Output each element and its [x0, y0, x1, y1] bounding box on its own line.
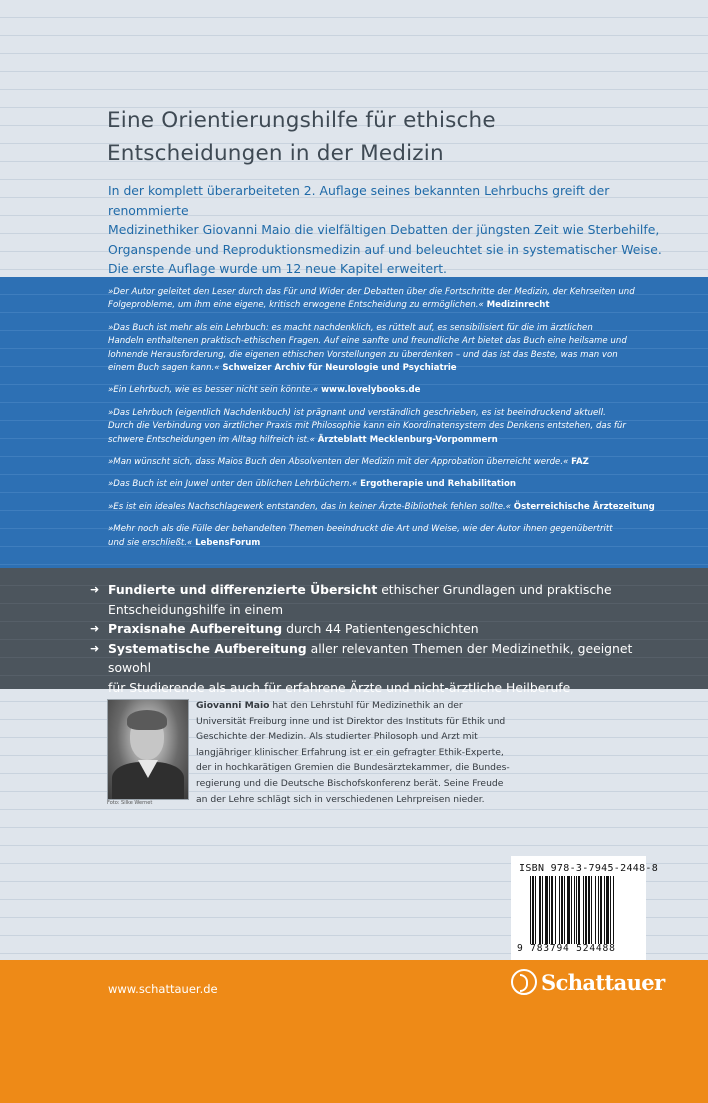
quote-text: »Ein Lehrbuch, wie es besser nicht sein könnte.« [108, 385, 319, 396]
author-bio-first: hat den Lehrstuhl für Medizinethik an der [269, 700, 463, 711]
author-bio-line: an der Lehre schlägt sich in verschiedenen Lehrpreisen nieder. [196, 793, 485, 805]
barcode-bar [561, 876, 563, 944]
headline-line-2: Entscheidungen in der Medizin [107, 141, 444, 166]
quote-text: »Es ist ein ideales Nachschlagewerk entstanden, das in keiner Ärzte-Bibliothek fehlen sollte.« [108, 501, 512, 512]
photo-credit: Foto: Silke Wernet [107, 800, 153, 806]
barcode-bar [542, 876, 543, 944]
quote-source: LebensForum [195, 537, 261, 548]
quote-text: »Das Lehrbuch (eigentlich Nachdenkbuch) ist prägnant und verständlich geschrieben, es ist beeindruckend aktuell. [108, 407, 606, 418]
intro-paragraph [108, 181, 668, 279]
barcode-bar [551, 876, 553, 944]
feature-item [90, 580, 670, 619]
quote-source: www.lovelybooks.de [321, 385, 421, 396]
intro-line: In der komplett überarbeiteten 2. Auflage seines bekannten Lehrbuchs greift der renommierte [108, 183, 610, 218]
intro-line: Die erste Auflage wurde um 12 neue Kapitel erweitert. [108, 261, 447, 277]
review-quote [108, 322, 663, 376]
quote-source: FAZ [571, 457, 589, 468]
isbn-label: ISBN 978-3-7945-2448-8 [519, 863, 659, 874]
review-quote [108, 523, 663, 550]
author-bio [196, 698, 526, 807]
quote-text: Folgeprobleme, um ihm eine eigene, kritisch erwogene Entscheidung zu ermöglichen.« [108, 300, 484, 311]
review-quote [108, 286, 663, 313]
quote-source: Medizinrecht [486, 300, 550, 311]
feature-list [90, 580, 670, 698]
quote-text: schwere Entscheidungen im Alltag hilfreich ist.« [108, 434, 315, 445]
isbn-barcode [511, 856, 659, 960]
barcode-digits: 9 783794 524488 [517, 943, 616, 954]
quote-source: Ergotherapie und Rehabilitation [360, 479, 516, 490]
review-quote [108, 384, 663, 397]
author-bio-line: regierung und die Deutsche Bischofskonferenz berät. Seine Freude [196, 777, 504, 789]
quote-text: Handeln enthaltenen praktisch-ethischen Fragen. Auf eine sanfte und freundliche Art bietet das Buch eine heilsame und [108, 336, 627, 347]
barcode-bar [545, 876, 548, 944]
barcode-bar [600, 876, 602, 944]
intro-line: Organspende und Reproduktionsmedizin auf und beleuchtet sie in systematischer Weise. [108, 241, 662, 257]
barcode-bars [530, 876, 640, 944]
feature-text: Entscheidungshilfe in einem [108, 601, 284, 617]
quote-source: Österreichische Ärztezeitung [513, 501, 655, 512]
quote-text: Durch die Verbindung von ärztlicher Praxis mit Philosophie kann ein Koordinatensystem des Denkens entstehen, das für [108, 421, 626, 432]
author-bio-line: der in hochkarätigen Gremien die Bundesärztekammer, die Bundes- [196, 762, 510, 774]
headline-line-1: Eine Orientierungshilfe für ethische [107, 108, 496, 133]
quote-text: »Der Autor geleitet den Leser durch das Für und Wider der Debatten über die Fortschritte der Medizin, der Kehrseiten und [108, 287, 635, 297]
barcode-bar [555, 876, 556, 944]
barcode-bar [535, 876, 536, 944]
barcode-bar [576, 876, 577, 944]
review-quote [108, 456, 663, 469]
barcode-bar [567, 876, 570, 944]
barcode-bar [613, 876, 614, 944]
quote-text: »Man wünscht sich, dass Maios Buch den Absolventen der Medizin mit der Approbation überreicht werde.« [108, 457, 569, 468]
feature-list-band [0, 568, 708, 695]
quote-text: »Das Buch ist ein Juwel unter den üblichen Lehrbüchern.« [108, 479, 358, 490]
quote-source: Ärzteblatt Mecklenburg-Vorpommern [317, 434, 498, 445]
barcode-bar [564, 876, 565, 944]
quote-text: »Mehr noch als die Fülle der behandelten Themen beeindruckt die Art und Weise, wie der Autor ihnen gegenübertritt [108, 524, 613, 535]
schattauer-logo-icon [511, 969, 537, 995]
barcode-bar [532, 876, 534, 944]
author-name: Giovanni Maio [196, 700, 270, 711]
arrow-right-icon: ➜ [90, 641, 100, 655]
feature-text: für Studierende als auch für erfahrene Ärzte und nicht-ärztliche Heilberufe [108, 679, 571, 695]
barcode-bar [578, 876, 580, 944]
feature-text: durch 44 Patientengeschichten [282, 621, 479, 637]
review-quotes-band [0, 277, 708, 568]
footer-band [0, 960, 708, 1103]
barcode-bar [549, 876, 550, 944]
author-photo [107, 699, 189, 800]
feature-item [90, 639, 670, 698]
author-bio-line: Universität Freiburg inne und ist Direktor des Instituts für Ethik und [196, 715, 506, 727]
barcode-bar [539, 876, 541, 944]
cover-headline [107, 104, 667, 170]
publisher-url[interactable]: www.schattauer.de [108, 982, 218, 996]
feature-item [90, 619, 670, 639]
barcode-bar [588, 876, 590, 944]
quote-source: Schweizer Archiv für Neurologie und Psychiatrie [222, 363, 457, 374]
barcode-bar [574, 876, 575, 944]
barcode-bar [585, 876, 587, 944]
author-bio-line: Geschichte der Medizin. Als studierter Philosoph und Arzt mit [196, 731, 478, 743]
publisher-name: Schattauer [541, 969, 665, 995]
barcode-bar [559, 876, 560, 944]
arrow-right-icon: ➜ [90, 622, 100, 636]
arrow-right-icon: ➜ [90, 583, 100, 596]
barcode-bar [571, 876, 572, 944]
barcode-bar [606, 876, 609, 944]
feature-bold: Praxisnahe Aufbereitung [108, 621, 283, 637]
barcode-bar [610, 876, 611, 944]
barcode-bar [583, 876, 584, 944]
review-quote [108, 407, 663, 447]
quote-text: und sie erschließt.« [108, 537, 193, 548]
review-quote [108, 478, 663, 491]
feature-text: aller relevanten Themen der Medizinethik, geeignet sowohl [108, 640, 633, 676]
barcode-bar [598, 876, 599, 944]
feature-bold: Fundierte und differenzierte Übersicht [108, 582, 378, 597]
barcode-bar [530, 876, 531, 944]
intro-line: Medizinethiker Giovanni Maio die vielfältigen Debatten der jüngsten Zeit wie Sterbehilfe, [108, 222, 660, 238]
barcode-bar [595, 876, 596, 944]
quote-text: »Das Buch ist mehr als ein Lehrbuch: es macht nachdenklich, es rüttelt auf, es sensibilisiert für die im ärztlichen [108, 322, 593, 333]
quote-text: einem Buch sagen kann.« [108, 363, 220, 374]
publisher-logo [511, 969, 665, 995]
feature-bold: Systematische Aufbereitung [108, 640, 307, 656]
review-quotes-list [108, 286, 663, 559]
barcode-bar [591, 876, 592, 944]
barcode-bar [604, 876, 605, 944]
quote-text: lohnende Herausforderung, die eigenen ethischen Vorstellungen zu überdenken – und das ist das Beste, was man von [108, 349, 618, 360]
author-bio-line: langjähriger klinischer Erfahrung ist er ein gefragter Ethik-Experte, [196, 746, 504, 758]
feature-text: ethischer Grundlagen und praktische [377, 582, 612, 597]
review-quote [108, 501, 663, 514]
